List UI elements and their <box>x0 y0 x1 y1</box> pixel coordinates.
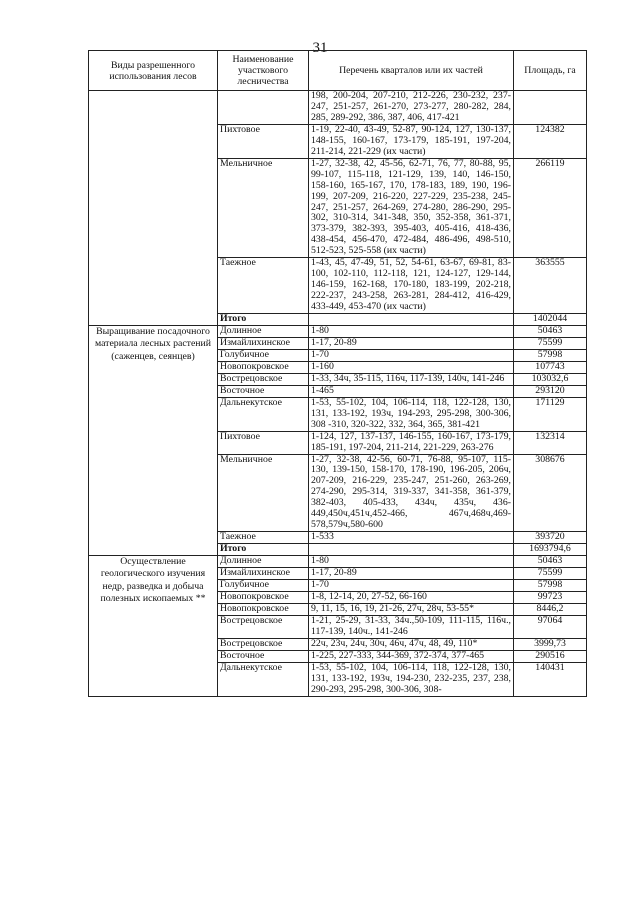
forestry-name: Долинное <box>218 326 309 338</box>
quarters-list <box>309 314 514 326</box>
use-type-cell: Осуществление геологического изучения недр, разведка и добыча полезных ископаемых ** <box>89 556 218 696</box>
table-row <box>89 326 587 338</box>
area-value: 363555 <box>514 258 587 314</box>
table-header-row <box>89 51 587 91</box>
quarters-list: 22ч, 23ч, 24ч, 30ч, 46ч, 47ч, 48, 49, 110* <box>309 638 514 650</box>
total-area-value: 1402044 <box>514 314 587 326</box>
total-label: Итого <box>218 544 309 556</box>
header-forestry: Наименование участкового лесничества <box>218 51 309 91</box>
area-value: 50463 <box>514 556 587 568</box>
area-value: 99723 <box>514 591 587 603</box>
forestry-name: Мельничное <box>218 454 309 532</box>
area-value: 124382 <box>514 124 587 158</box>
area-value: 3999,73 <box>514 638 587 650</box>
quarters-list: 198, 200-204, 207-210, 212-226, 230-232, 237-247, 251-257, 261-270, 273-277, 280-282, 284, 285, 289-292, 386, 387, 406, 417-421 <box>309 91 514 125</box>
quarters-list: 1-53, 55-102, 104, 106-114, 118, 122-128, 130, 131, 133-192, 193ч, 194-230, 232-235, 237, 238, 290-293, 295-298, 300-306, 308- <box>309 662 514 696</box>
quarters-list: 1-124, 127, 137-137, 146-155, 160-167, 173-179, 185-191, 197-204, 211-214, 221-229, 263-276 <box>309 431 514 454</box>
quarters-list: 1-8, 12-14, 20, 27-52, 66-160 <box>309 591 514 603</box>
area-value: 140431 <box>514 662 587 696</box>
quarters-list: 9, 11, 15, 16, 19, 21-26, 27ч, 28ч, 53-55* <box>309 603 514 615</box>
forestry-name: Новопокровское <box>218 591 309 603</box>
quarters-list <box>309 544 514 556</box>
table-row <box>89 556 587 568</box>
quarters-list: 1-465 <box>309 385 514 397</box>
quarters-list: 1-70 <box>309 579 514 591</box>
header-use-type: Виды разрешенного использования лесов <box>89 51 218 91</box>
area-value: 103032,6 <box>514 373 587 385</box>
forestry-name: Мельничное <box>218 158 309 258</box>
forestry-name: Пихтовое <box>218 431 309 454</box>
quarters-list: 1-19, 22-40, 43-49, 52-87, 90-124, 127, 130-137, 148-155, 160-167, 173-179, 185-191, 197-204, 211-214, 221-229 (их части) <box>309 124 514 158</box>
area-value <box>514 91 587 125</box>
forestry-name: Долинное <box>218 556 309 568</box>
forestry-name: Дальнекутское <box>218 397 309 431</box>
quarters-list: 1-225, 227-333, 344-369, 372-374, 377-465 <box>309 650 514 662</box>
area-value: 132314 <box>514 431 587 454</box>
quarters-list: 1-21, 25-29, 31-33, 34ч.,50-109, 111-115, 116ч., 117-139, 140ч., 141-246 <box>309 615 514 638</box>
area-value: 393720 <box>514 532 587 544</box>
area-value: 290516 <box>514 650 587 662</box>
total-area-value: 1693794,6 <box>514 544 587 556</box>
forestry-name: Измайлихинское <box>218 337 309 349</box>
forestry-name: Новопокровское <box>218 603 309 615</box>
quarters-list: 1-27, 32-38, 42-56, 60-71, 76-88, 95-107, 115-130, 139-150, 158-170, 178-190, 196-205, 206ч, 207-209, 216-229, 235-247, 251-260, 263-269, 274-290, 295-314, 319-337, 341-358, 361-379, 382-403, 405-433, 434ч, 435ч, 436-449,450ч,451ч,452-466, 467ч,468ч,469-578,579ч,580-600 <box>309 454 514 532</box>
quarters-list: 1-53, 55-102, 104, 106-114, 118, 122-128, 130, 131, 133-192, 193ч, 194-293, 295-298, 300-306, 308 -310, 320-322, 332, 364, 365, 381-421 <box>309 397 514 431</box>
quarters-list: 1-17, 20-89 <box>309 568 514 580</box>
table-row <box>89 91 587 125</box>
area-value: 75599 <box>514 568 587 580</box>
use-type-cell: Выращивание посадочного материала лесных растений (саженцев, сеянцев) <box>89 326 218 556</box>
quarters-list: 1-27, 32-38, 42, 45-56, 62-71, 76, 77, 80-88, 95, 99-107, 115-118, 121-129, 139, 140, 146-150, 158-160, 165-167, 170, 178-183, 189, 190, 196-199, 207-209, 216-220, 227-229, 235-238, 245-247, 251-257, 264-269, 274-280, 286-290, 295-302, 310-314, 341-348, 350, 352-358, 361-371, 373-379, 382-393, 395-403, 405-416, 418-436, 438-454, 456-470, 472-484, 486-496, 498-510, 512-523, 525-558 (их части) <box>309 158 514 258</box>
table-body <box>89 91 587 697</box>
area-value: 308676 <box>514 454 587 532</box>
forestry-name: Измайлихинское <box>218 568 309 580</box>
quarters-list: 1-17, 20-89 <box>309 337 514 349</box>
quarters-list: 1-33, 34ч, 35-115, 116ч, 117-139, 140ч, 141-246 <box>309 373 514 385</box>
use-type-cell <box>89 91 218 326</box>
page-number: 31 <box>312 40 328 56</box>
forestry-name: Вострецовское <box>218 373 309 385</box>
quarters-list: 1-80 <box>309 556 514 568</box>
area-value: 75599 <box>514 337 587 349</box>
land-use-table <box>88 50 587 697</box>
area-value: 171129 <box>514 397 587 431</box>
quarters-list: 1-80 <box>309 326 514 338</box>
forestry-name: Дальнекутское <box>218 662 309 696</box>
area-value: 97064 <box>514 615 587 638</box>
forestry-name: Восточное <box>218 385 309 397</box>
forestry-name: Таежное <box>218 258 309 314</box>
forestry-name: Вострецовское <box>218 638 309 650</box>
area-value: 107743 <box>514 361 587 373</box>
forestry-name: Новопокровское <box>218 361 309 373</box>
header-quarters: Перечень кварталов или их частей <box>309 51 514 91</box>
forestry-name: Восточное <box>218 650 309 662</box>
total-label: Итого <box>218 314 309 326</box>
forestry-name: Голубичное <box>218 579 309 591</box>
header-area: Площадь, га <box>514 51 587 91</box>
area-value: 50463 <box>514 326 587 338</box>
forestry-name: Голубичное <box>218 349 309 361</box>
forestry-name <box>218 91 309 125</box>
area-value: 8446,2 <box>514 603 587 615</box>
area-value: 57998 <box>514 349 587 361</box>
forestry-name: Вострецовское <box>218 615 309 638</box>
quarters-list: 1-43, 45, 47-49, 51, 52, 54-61, 63-67, 69-81, 83-100, 102-110, 112-118, 121, 124-127, 129-144, 146-159, 162-168, 170-180, 183-199, 202-218, 222-237, 243-258, 263-281, 284-412, 416-429, 433-449, 453-470 (их части) <box>309 258 514 314</box>
area-value: 57998 <box>514 579 587 591</box>
quarters-list: 1-160 <box>309 361 514 373</box>
quarters-list: 1-70 <box>309 349 514 361</box>
forestry-name: Пихтовое <box>218 124 309 158</box>
area-value: 266119 <box>514 158 587 258</box>
forestry-name: Таежное <box>218 532 309 544</box>
area-value: 293120 <box>514 385 587 397</box>
quarters-list: 1-533 <box>309 532 514 544</box>
